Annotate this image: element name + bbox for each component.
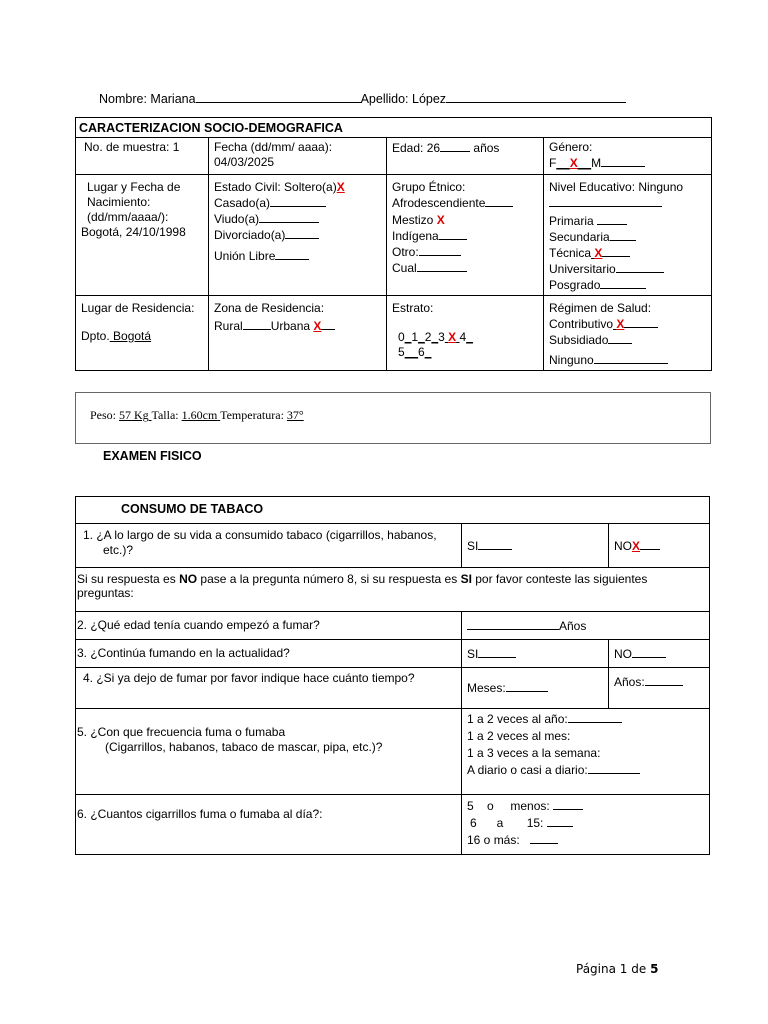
education-cell: Nivel Educativo: Ninguno Primaria Secundaria Técnica X Universitario Posgrado xyxy=(544,175,712,296)
q2: 2. ¿Qué edad tenía cuando empezó a fumar? xyxy=(76,612,462,640)
instructions: Si su respuesta es NO pase a la pregunta número 8, si su respuesta es SI por favor conteste las siguientes preguntas: xyxy=(76,568,710,612)
q5-options: 1 a 2 veces al año: 1 a 2 veces al mes: 1 a 3 veces a la semana: A diario o casi a diario: xyxy=(462,709,710,795)
sample-number: No. de muestra: 1 xyxy=(76,138,209,175)
strata-mark: X xyxy=(448,330,457,344)
tobacco-title: CONSUMO DE TABACO xyxy=(76,497,710,524)
surname-label: Apellido: López xyxy=(360,92,447,106)
age-label: Edad: 26 xyxy=(392,141,441,155)
exam-title: EXAMEN FISICO xyxy=(103,449,202,463)
ethnic-mark: X xyxy=(436,213,445,227)
education-mark: X xyxy=(594,246,603,260)
civil-status-cell: Estado Civil: Soltero(a)X Casado(a) Viudo(a) Divorciado(a) Unión Libre xyxy=(209,175,387,296)
date-label: Fecha (dd/mm/ aaaa): xyxy=(214,140,333,154)
civil-mark: X xyxy=(336,180,345,194)
zone-cell: Zona de Residencia: Rural Urbana X xyxy=(209,296,387,371)
q5: 5. ¿Con que frecuencia fuma o fumaba (Cigarrillos, habanos, tabaco de mascar, pipa, etc.)? xyxy=(76,709,462,795)
strata-cell: Estrato: 0_1_2_3 X 4_ 5__6_ xyxy=(387,296,544,371)
q1: 1. ¿A lo largo de su vida a consumido tabaco (cigarrillos, habanos, etc.)? xyxy=(76,524,462,568)
gender-options: F__X__M xyxy=(549,155,706,171)
name-blank xyxy=(196,91,361,103)
zone-mark: X xyxy=(313,319,322,333)
vitals-line: Peso: 57 Kg Talla: 1.60cm Temperatura: 37° xyxy=(90,408,304,422)
q3: 3. ¿Continúa fumando en la actualidad? xyxy=(76,640,462,668)
age-unit: años xyxy=(473,141,500,155)
q4-months: Meses: xyxy=(462,668,609,709)
gender-label: Género: xyxy=(549,140,593,154)
q1-no: NOX xyxy=(609,524,710,568)
gender-cell xyxy=(544,138,712,175)
surname-blank xyxy=(446,91,626,103)
name-line xyxy=(99,91,626,106)
ethnic-group-cell: Grupo Étnico: Afrodescendiente Mestizo X Indígena Otro: Cual xyxy=(387,175,544,296)
birth-cell: Lugar y Fecha de Nacimiento: (dd/mm/aaaa/): Bogotá, 24/10/1998 xyxy=(76,175,209,296)
q1-si: SI xyxy=(462,524,609,568)
vitals-box xyxy=(75,392,711,444)
date-cell xyxy=(209,138,387,175)
birth-value: Bogotá, 24/10/1998 xyxy=(81,225,186,239)
q4: 4. ¿Si ya dejo de fumar por favor indique hace cuánto tiempo? xyxy=(76,668,462,709)
temperature-value: 37° xyxy=(286,408,304,422)
dept-value: Bogotá xyxy=(113,329,152,343)
weight-value: 57 Kg xyxy=(119,408,149,422)
gender-mark: X xyxy=(569,156,578,170)
residence-cell: Lugar de Residencia: Dpto. Bogotá xyxy=(76,296,209,371)
page-number: Página 1 de 5 xyxy=(576,962,659,976)
q4-years: Años: xyxy=(609,668,710,709)
q6: 6. ¿Cuantos cigarrillos fuma o fumaba al día?: xyxy=(76,795,462,855)
q3-si: SI xyxy=(462,640,609,668)
socio-demographic-table xyxy=(75,117,712,371)
health-mark: X xyxy=(616,317,625,331)
name-label: Nombre: Mariana xyxy=(99,92,196,106)
q1-mark: X xyxy=(632,538,641,553)
q2-answer: Años xyxy=(462,612,710,640)
height-value: 1.60cm xyxy=(181,408,218,422)
section-title: CARACTERIZACION SOCIO-DEMOGRAFICA xyxy=(76,118,712,138)
date-value: 04/03/2025 xyxy=(214,155,275,169)
age-cell xyxy=(387,138,544,175)
q3-no: NO xyxy=(609,640,710,668)
health-regime-cell: Régimen de Salud: Contributivo X Subsidiado Ninguno xyxy=(544,296,712,371)
tobacco-table xyxy=(75,496,710,855)
q6-options: 5 o menos: 6 a 15: 16 o más: xyxy=(462,795,710,855)
